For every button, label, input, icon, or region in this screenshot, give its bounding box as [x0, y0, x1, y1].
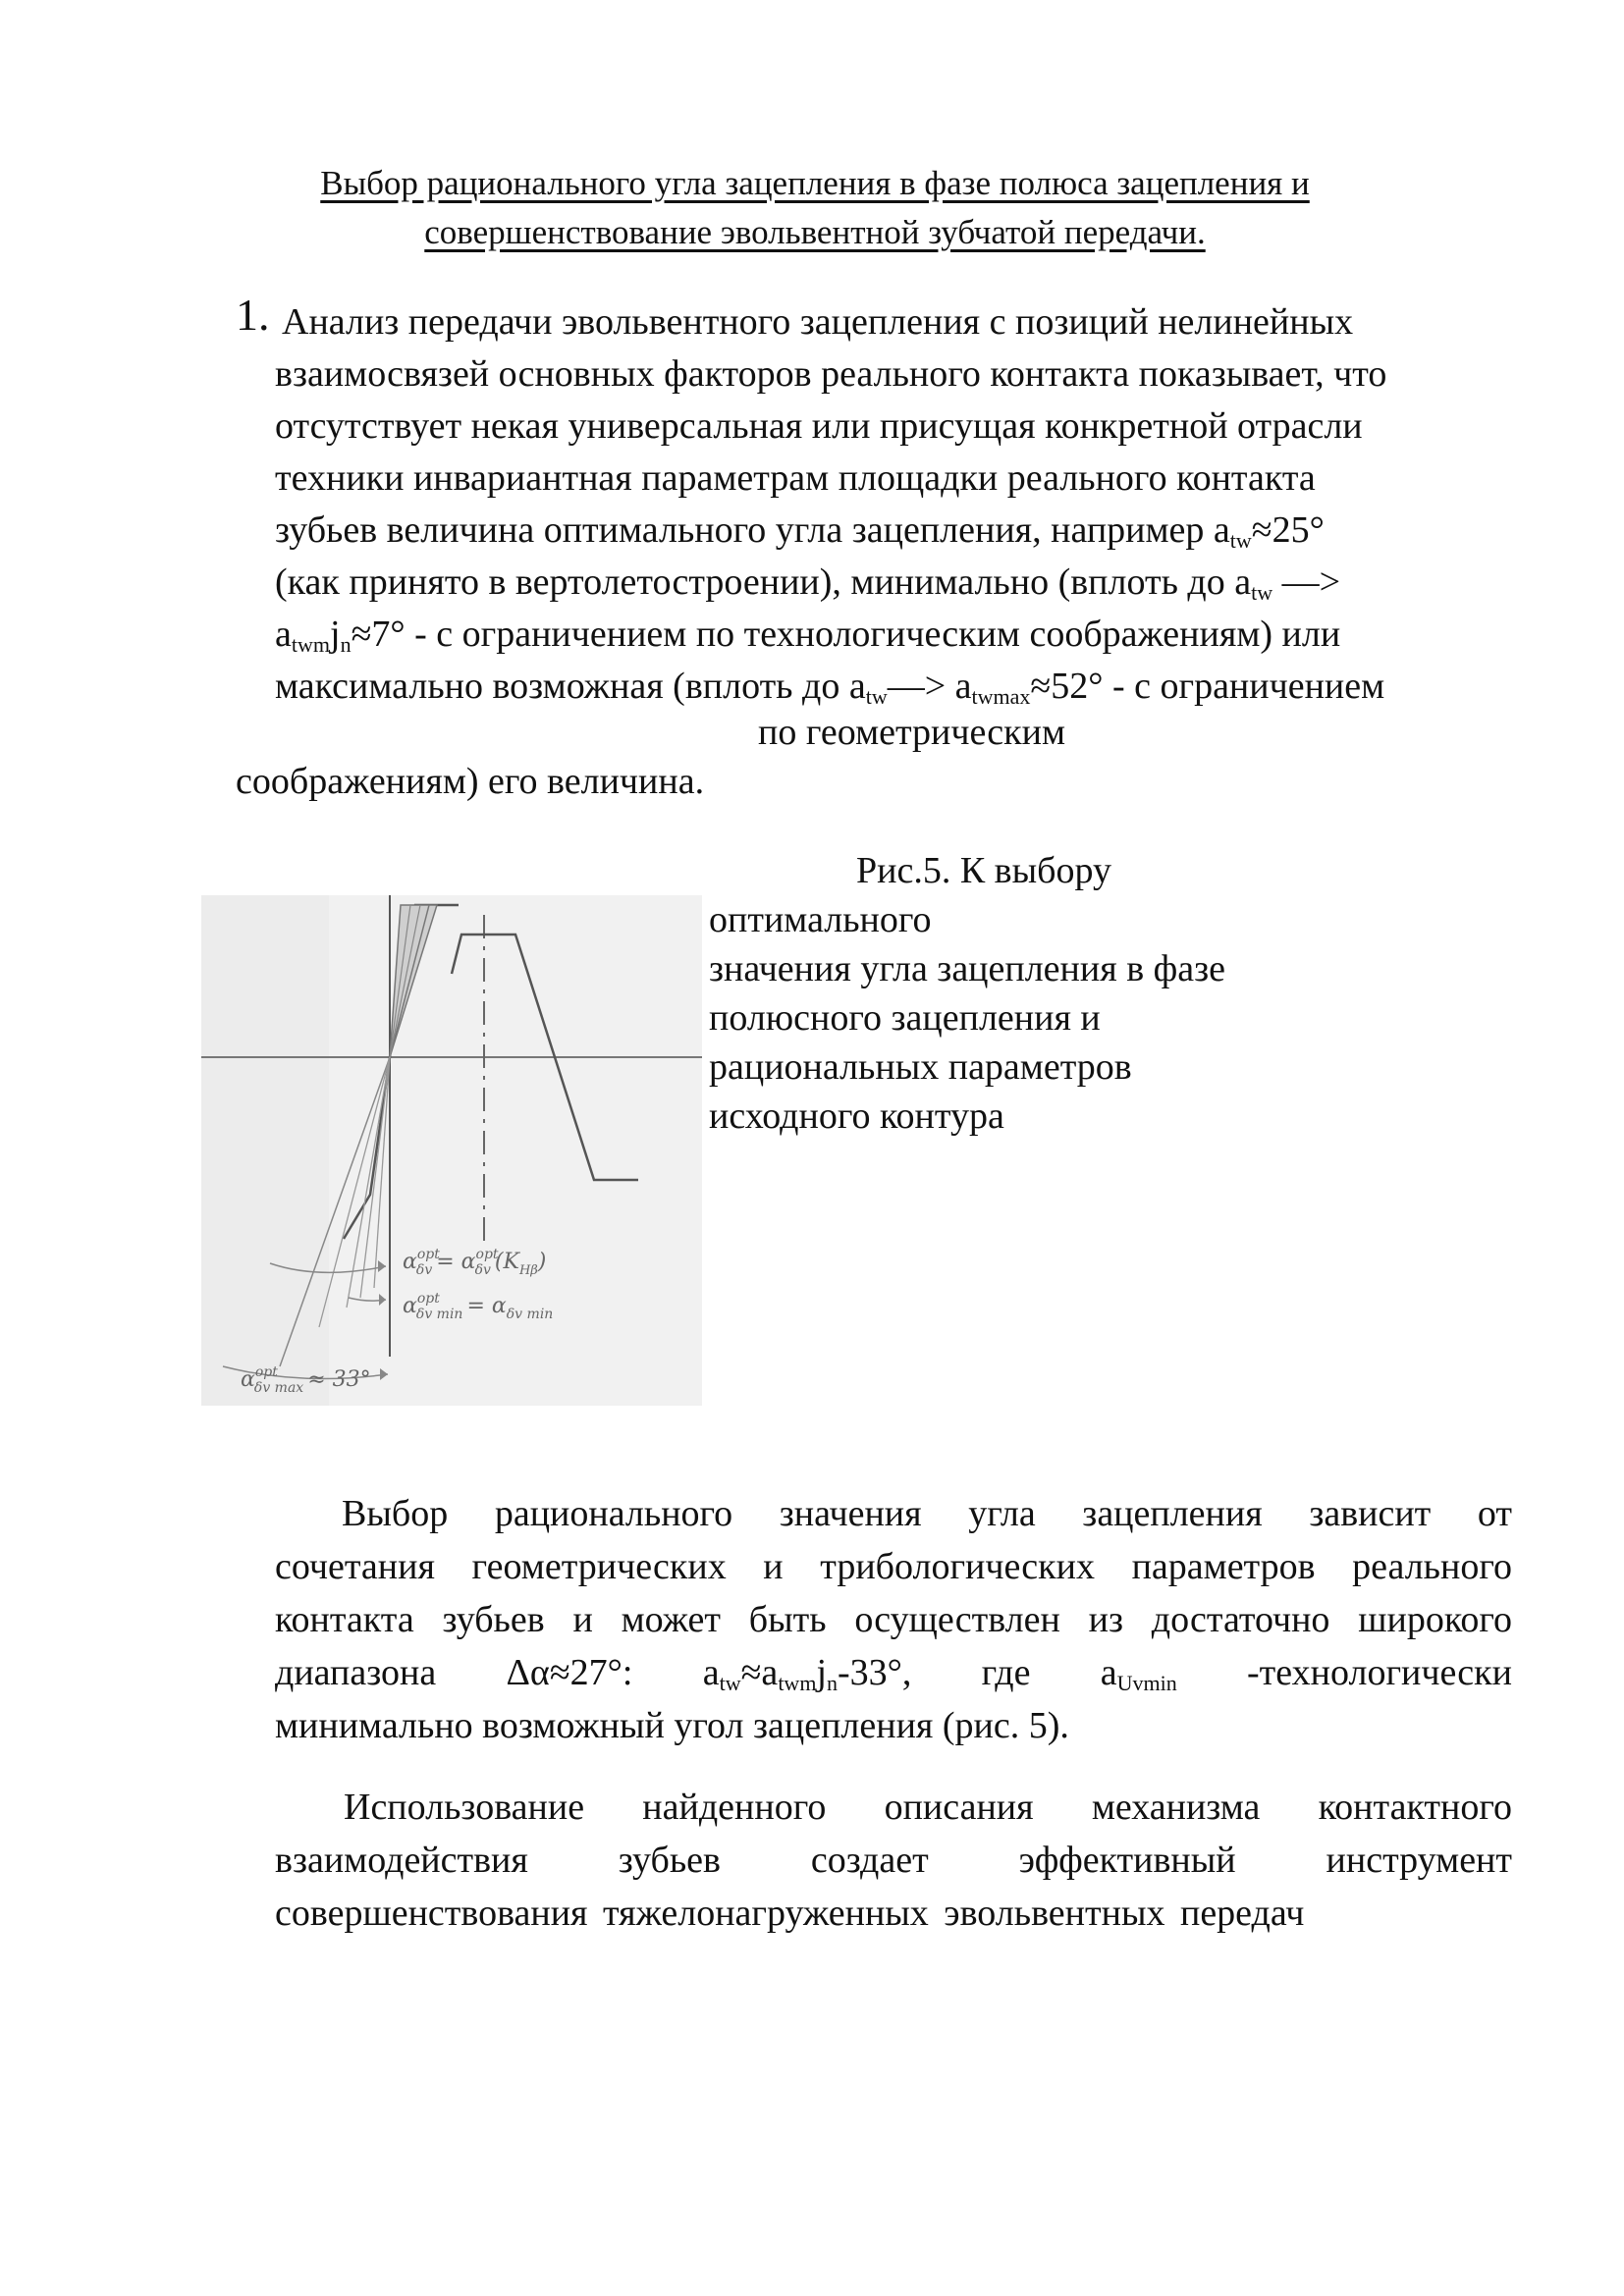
document-title-line-2: совершенствование эвольвентной зубчатой передачи.	[424, 213, 1206, 251]
section1-line-10: соображениям) его величина.	[236, 761, 705, 802]
formula-label-2: $\alpha^{opt}$ δv $\min = \alpha_{\delta v min}$	[403, 1291, 554, 1322]
section1-line-4: техники инвариантная параметрам площадки реального контакта	[275, 457, 1316, 499]
section1-line-5: зубьев величина оптимального угла зацепления, например $a_{tw}\approx 25^\circ$	[275, 509, 1325, 553]
paragraph2-line-2: сочетания геометрических и трибологических параметров реального	[275, 1546, 1512, 1587]
section1-line-2: взаимосвязей основных факторов реального контакта показывает, что	[275, 353, 1387, 395]
section-number: 1.	[236, 290, 270, 340]
section1-line-8: максимально возможная (вплоть до $a_{tw}—> a_{twmax}\approx 52^\circ - с$ ограничением	[275, 666, 1385, 709]
section1-line-9: по геометрическим	[758, 712, 1066, 753]
paragraph2-line-5: минимально возможный угол зацепления (рис. 5).	[275, 1705, 1069, 1746]
section1-line-1: Анализ передачи эвольвентного зацепления с позиций нелинейных	[282, 301, 1354, 343]
paragraph2-line-1: Выбор рационального значения угла зацепления зависит от	[342, 1493, 1512, 1534]
figure-caption-line-5: рациональных параметров	[709, 1046, 1132, 1088]
section1-line-7: $a_{twm}j_n\approx 7^\circ - с$ ограничением по технологическим соображениям) или	[275, 614, 1341, 657]
gear-contour-diagram	[201, 895, 702, 1406]
paragraph3-line-2: взаимодействия зубьев создает эффективный инструмент	[275, 1840, 1512, 1881]
figure-caption-line-1: Рис.5. К выбору	[856, 850, 1111, 891]
paragraph2-line-3: контакта зубьев и может быть осуществлен из достаточно широкого	[275, 1599, 1512, 1640]
figure-caption-line-6: исходного контура	[709, 1095, 1004, 1137]
document-title-line-1: Выбор рационального угла зацепления в фазе полюса зацепления и	[320, 164, 1310, 202]
figure-caption-line-2: оптимального	[709, 899, 932, 940]
formula-label-3: $\alpha^{opt}$ δv max ≈ 33°	[241, 1364, 371, 1396]
figure-caption-line-3: значения угла зацепления в фазе	[709, 948, 1226, 989]
figure-caption-line-4: полюсного зацепления и	[709, 997, 1101, 1039]
paragraph2-line-4: диапазона Δα≈27°: $a_{tw}\approx a_{twm}j_n-33^\circ$, где $a_{Uvmin}$ -технологически	[275, 1652, 1512, 1695]
paragraph3-line-1: Использование найденного описания механизма контактного	[344, 1787, 1512, 1828]
paragraph3-line-3: совершенствования тяжелонагруженных эвольвентных передач	[275, 1893, 1305, 1934]
section1-line-3: отсутствует некая универсальная или присущая конкретной отрасли	[275, 405, 1363, 447]
section1-line-6: (как принято в вертолетостроении), минимально (вплоть до $a_{tw}$ —>	[275, 561, 1341, 605]
formula-label-1: $\alpha^{opt}$ $\delta v = \alpha^{opt}$ δv $(K_{H\beta})$	[403, 1247, 547, 1278]
